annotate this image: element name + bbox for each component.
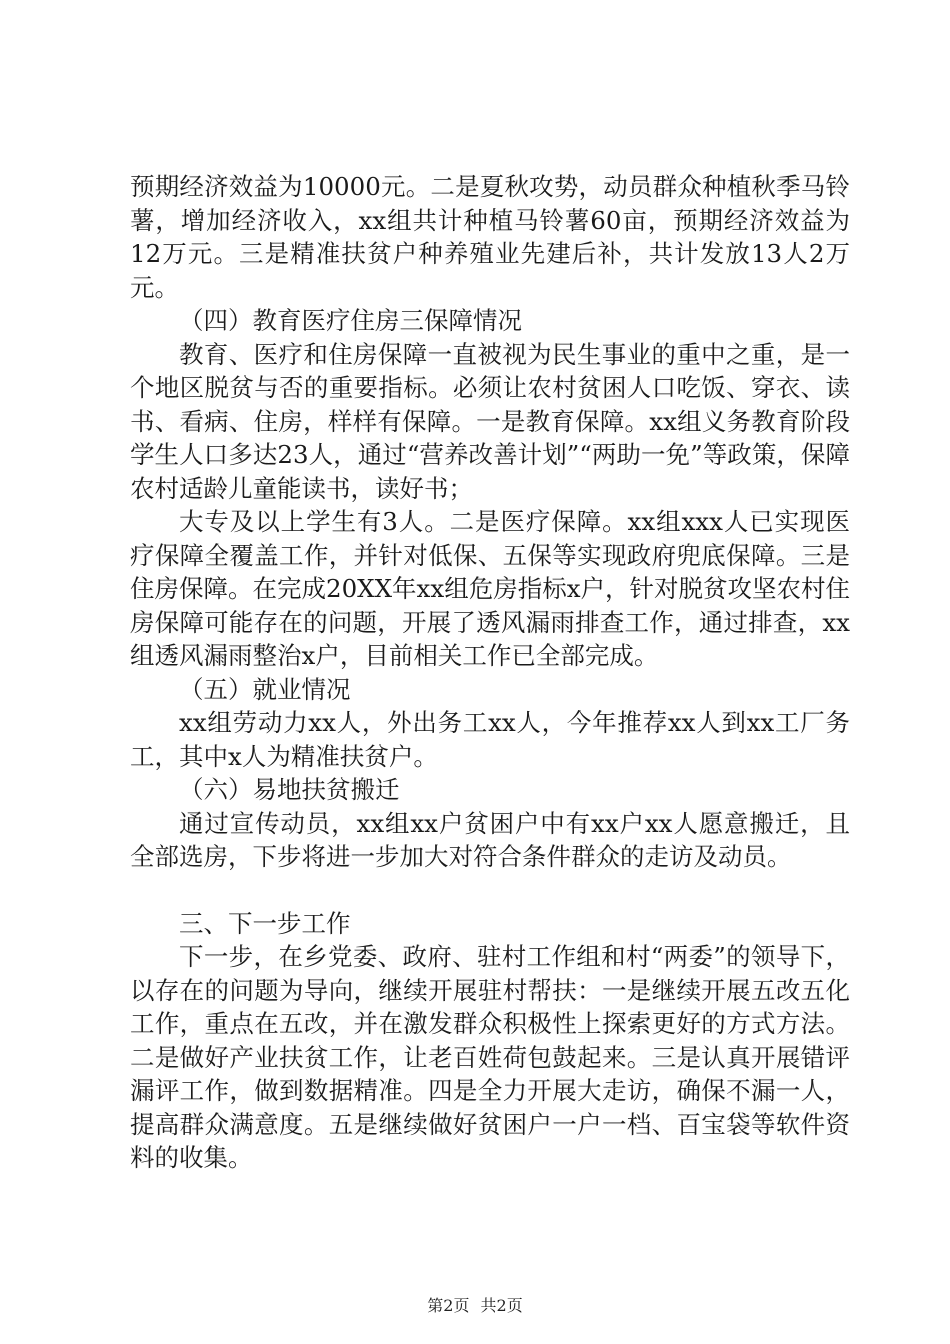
page-footer (0, 1296, 950, 1316)
paragraph-three-guarantees: 教育、医疗和住房保障一直被视为民生事业的重中之重，是一个地区脱贫与否的重要指标。必须让农村贫困人口吃饭、穿衣、读书、看病、住房，样样有保障。一是教育保障。xx组义务教育阶段学生人口多达23人，通过“营养改善计划”“两助一免”等政策，保障农村适龄儿童能读书，读好书； (130, 339, 850, 503)
page-number: 第2页 (427, 1296, 470, 1315)
section-heading-four: （四）教育医疗住房三保障情况 (179, 306, 522, 335)
section-heading-next-steps: 三、下一步工作 (179, 908, 351, 938)
paragraph-next-steps: 下一步，在乡党委、政府、驻村工作组和村“两委”的领导下，以存在的问题为导向，继续开展驻村帮扶：一是继续开展五改五化工作，重点在五改，并在激发群众积极性上探索更好的方式方法。二是做好产业扶贫工作，让老百姓荷包鼓起来。三是认真开展错评漏评工作，做到数据精准。四是全力开展大走访，确保不漏一人，提高群众满意度。五是继续做好贫困户一户一档、百宝袋等软件资料的收集。 (130, 942, 850, 1172)
paragraph-relocation: 通过宣传动员，xx组xx户贫困户中有xx户xx人愿意搬迁，且全部选房，下步将进一步加大对符合条件群众的走访及动员。 (130, 808, 850, 871)
paragraph-medical-housing: 大专及以上学生有3人。二是医疗保障。xx组xxx人已实现医疗保障全覆盖工作，并针对低保、五保等实现政府兜底保障。三是住房保障。在完成20XX年xx组危房指标x户，针对脱贫攻坚农村住房保障可能存在的问题，开展了透风漏雨排查工作，通过排查，xx组透风漏雨整治x户，目前相关工作已全部完成。 (130, 507, 851, 670)
paragraph-employment: xx组劳动力xx人，外出务工xx人，今年推荐xx人到xx工厂务工，其中x人为精准扶贫户。 (130, 708, 850, 771)
page-total: 共2页 (480, 1296, 523, 1315)
paragraph-economic-benefit: 预期经济效益为10000元。二是夏秋攻势，动员群众种植秋季马铃薯，增加经济收入，xx组共计种植马铃薯60亩，预期经济效益为12万元。三是精准扶贫户种养殖业先建后补，共计发放13人2万元。 (130, 172, 850, 302)
section-heading-six: （六）易地扶贫搬迁 (179, 775, 400, 804)
section-heading-five: （五）就业情况 (179, 674, 351, 704)
document-body (130, 170, 850, 1175)
blank-line (130, 874, 850, 907)
